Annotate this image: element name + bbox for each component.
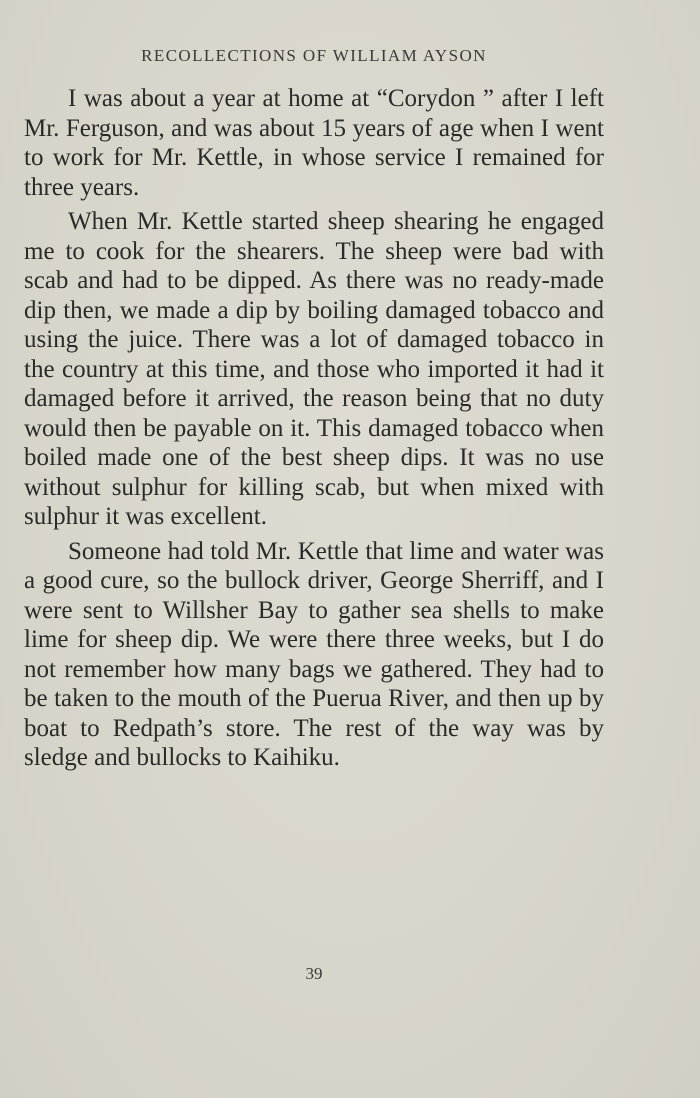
paragraph: Someone had told Mr. Kettle that lime and water was a good cure, so the bullock driver, George Sherriff, and I were sent to Willsher Bay to gather sea shells to make lime for sheep dip. We were there three weeks, but I do not remember how many bags we gathered. They had to be taken to the mouth of the Puerua River, and then up by boat to Redpath’s store. The rest of the way was by sledge and bullocks to Kaihiku. [24,537,604,771]
paragraph: I was about a year at home at “Corydon ” after I left Mr. Ferguson, and was about 15 years of age when I went to work for Mr. Kettle, in whose service I remained for three years. [24,85,604,201]
paragraph: When Mr. Kettle started sheep shearing he engaged me to cook for the shearers. The sheep were bad with scab and had to be dipped. As there was no ready-made dip then, we made a dip by boiling damaged tobacco and using the juice. There was a lot of damaged tobacco in the country at this time, and those who imported it had it damaged before it arrived, the reason being that no duty would then be payable on it. This damaged tobacco when boiled made one of the best sheep dips. It was no use without sulphur for killing scab, but when mixed with sulphur it was excellent. [24,208,604,530]
running-head: RECOLLECTIONS OF WILLIAM AYSON [141,46,487,65]
page-number: 39 [305,964,323,983]
body-text [24,84,604,773]
